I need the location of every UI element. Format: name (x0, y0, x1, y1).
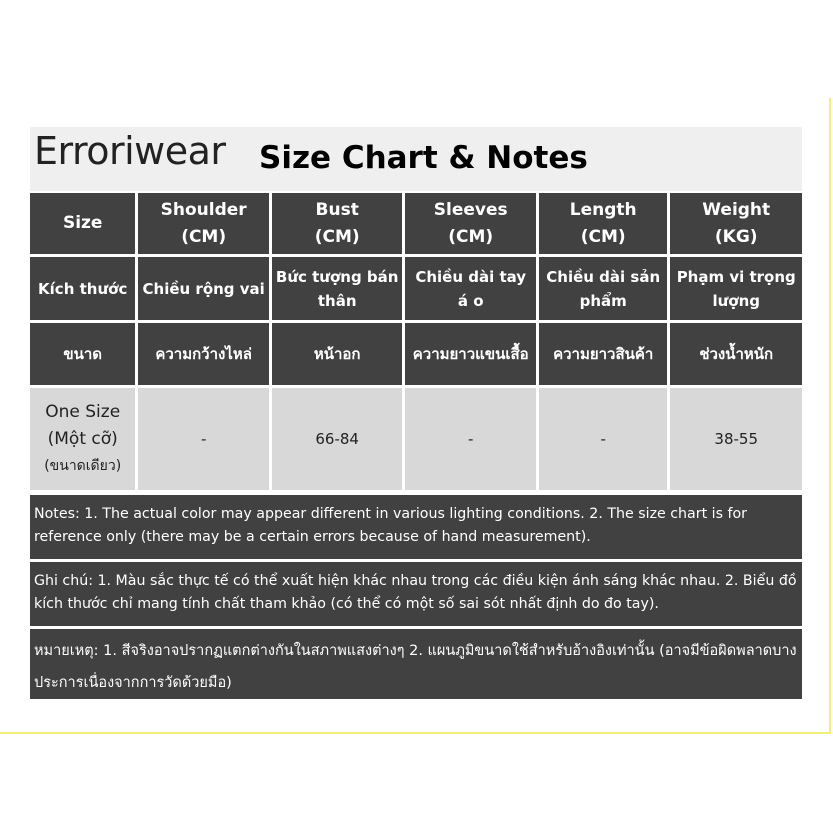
header-row-english (30, 193, 802, 254)
header-cell-bust: Bust (CM) (272, 193, 403, 254)
frame-accent-line-bottom (0, 732, 831, 734)
size-label-vietnamese: (Một cỡ) (47, 428, 118, 449)
header-vi-length: Chiều dài sản phẩm (539, 257, 668, 320)
header-cell-shoulder: Shoulder (CM) (138, 193, 269, 254)
header-band (30, 127, 802, 191)
bust-value: 66-84 (272, 388, 403, 490)
header-vi-sleeves: Chiều dài tay á o (405, 257, 536, 320)
header-th-shoulder: ความกว้างไหล่ (138, 323, 269, 385)
notes-thai: หมายเหตุ: 1. สีจริงอาจปรากฏแตกต่างกันในสภาพแสงต่างๆ 2. แผนภูมิขนาดใช้สำหรับอ้างอิงเท่านั้น (อาจมีข้อผิดพลาดบางประการเนื่องจากการวัดด้วยมือ) (30, 629, 802, 699)
header-th-sleeves: ความยาวแขนเสื้อ (405, 323, 536, 385)
header-row-thai (30, 323, 802, 385)
header-row-vietnamese (30, 257, 802, 320)
frame-accent-line-right (829, 98, 831, 734)
header-th-weight: ช่วงน้ำหนัก (670, 323, 802, 385)
size-label-thai: (ขนาดเดียว) (44, 457, 122, 474)
table-row (30, 388, 802, 490)
header-vi-shoulder: Chiều rộng vai (138, 257, 269, 320)
header-th-bust: หน้าอก (272, 323, 403, 385)
header-vi-bust: Bức tượng bán thân (272, 257, 403, 320)
notes-vietnamese: Ghi chú: 1. Màu sắc thực tế có thể xuất hiện khác nhau trong các điều kiện ánh sáng khác nhau. 2. Biểu đồ kích thước chỉ mang tính chất tham khảo (có thể có một số sai sót nhất định do đo tay). (30, 562, 802, 626)
sleeves-value: - (405, 388, 536, 490)
size-label-english: One Size (45, 401, 121, 422)
page-title: Size Chart & Notes (259, 140, 588, 176)
size-value-cell (30, 388, 135, 490)
header-th-size: ขนาด (30, 323, 135, 385)
shoulder-value: - (138, 388, 269, 490)
header-th-length: ความยาวสินค้า (539, 323, 668, 385)
header-cell-length: Length (CM) (539, 193, 668, 254)
header-vi-size: Kích thước (30, 257, 135, 320)
length-value: - (539, 388, 668, 490)
header-cell-sleeves: Sleeves (CM) (405, 193, 536, 254)
header-cell-size: Size (30, 193, 135, 254)
size-chart-sheet (30, 127, 802, 699)
header-cell-weight: Weight (KG) (670, 193, 802, 254)
header-vi-weight: Phạm vi trọng lượng (670, 257, 802, 320)
brand-logo: Erroriwear (34, 129, 226, 173)
size-table (27, 190, 805, 493)
weight-value: 38-55 (670, 388, 802, 490)
notes-english: Notes: 1. The actual color may appear different in various lighting conditions. 2. The size chart is for reference only (there may be a certain errors because of hand measurement). (30, 495, 802, 559)
